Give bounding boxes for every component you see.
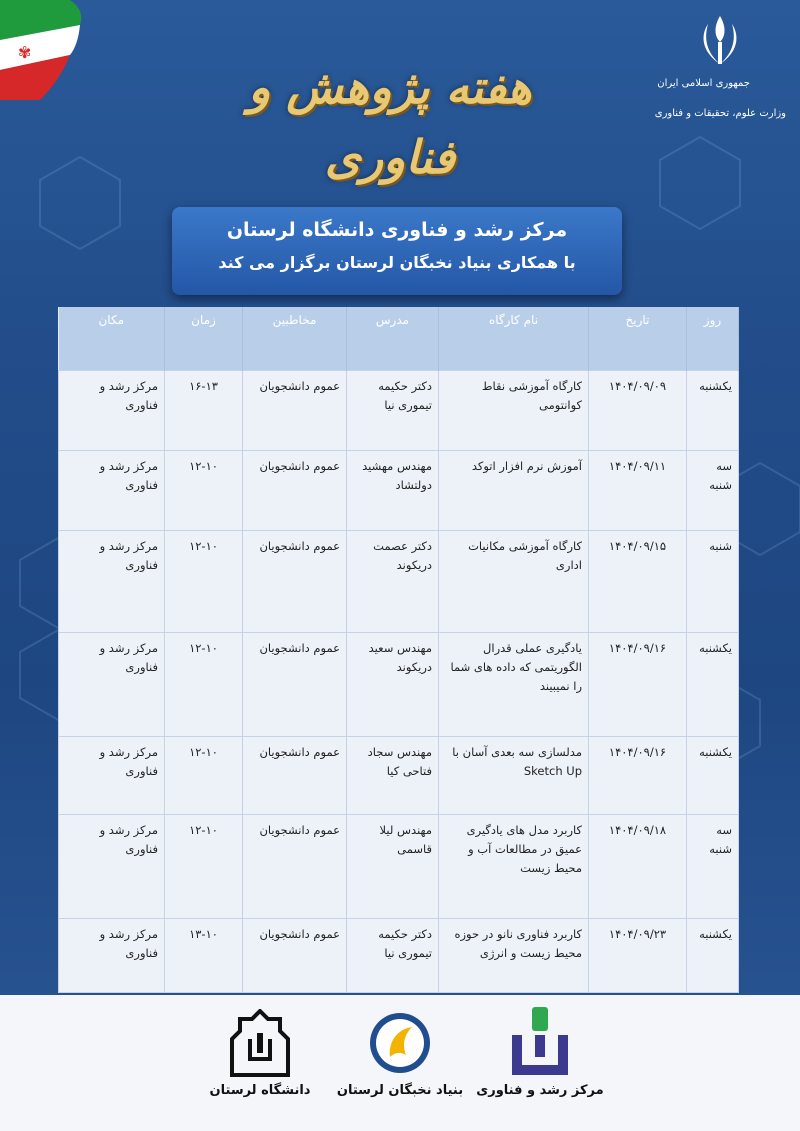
lorestan-university-icon [228, 1009, 292, 1079]
cell-location: مرکز رشد و فناوری [59, 737, 165, 815]
cell-location: مرکز رشد و فناوری [59, 815, 165, 919]
table-row [59, 737, 739, 815]
cell-location: مرکز رشد و فناوری [59, 919, 165, 993]
header-workshop: نام کارگاه [439, 307, 589, 371]
cell-instructor: مهندس لیلا قاسمی [347, 815, 439, 919]
growth-center-label: مرکز رشد و فناوری [476, 1083, 604, 1098]
cell-instructor: مهندس سعید دریکوند [347, 633, 439, 737]
header-instructor: مدرس [347, 307, 439, 371]
cell-day: یکشنبه [687, 737, 739, 815]
cell-workshop: کارگاه آموزشی مکانیات اداری [439, 531, 589, 633]
header-day: روز [687, 307, 739, 371]
header-time: زمان [165, 307, 243, 371]
cell-date: ۱۴۰۴/۰۹/۲۳ [589, 919, 687, 993]
cell-audience: عموم دانشجویان [243, 531, 347, 633]
cell-date: ۱۴۰۴/۰۹/۱۸ [589, 815, 687, 919]
cell-time: ۱۲-۱۰ [165, 737, 243, 815]
elites-foundation-icon [368, 1011, 432, 1075]
lorestan-university-label: دانشگاه لرستان [209, 1083, 311, 1098]
cell-date: ۱۴۰۴/۰۹/۱۶ [589, 633, 687, 737]
cell-workshop: کارگاه آموزشی نقاط کوانتومی [439, 371, 589, 451]
cell-time: ۱۳-۱۰ [165, 919, 243, 993]
cell-audience: عموم دانشجویان [243, 633, 347, 737]
cell-date: ۱۴۰۴/۰۹/۱۵ [589, 531, 687, 633]
cell-date: ۱۴۰۴/۰۹/۱۱ [589, 451, 687, 531]
cell-audience: عموم دانشجویان [243, 371, 347, 451]
cell-instructor: دکتر حکیمه تیموری نیا [347, 919, 439, 993]
header-audience: مخاطبین [243, 307, 347, 371]
table-row [59, 633, 739, 737]
cell-day: یکشنبه [687, 633, 739, 737]
cell-audience: عموم دانشجویان [243, 919, 347, 993]
cell-audience: عموم دانشجویان [243, 815, 347, 919]
elites-foundation-label: بنیاد نخبگان لرستان [336, 1083, 464, 1098]
cell-instructor: مهندس مهشید دولتشاد [347, 451, 439, 531]
table-row [59, 815, 739, 919]
cell-workshop: یادگیری عملی قدرال الگوریتمی که داده های شما را نمیبیند [439, 633, 589, 737]
cell-location: مرکز رشد و فناوری [59, 633, 165, 737]
organizer-banner [172, 207, 622, 295]
cell-instructor: دکتر عصمت دریکوند [347, 531, 439, 633]
cell-location: مرکز رشد و فناوری [59, 451, 165, 531]
cell-date: ۱۴۰۴/۰۹/۰۹ [589, 371, 687, 451]
cell-time: ۱۲-۱۰ [165, 633, 243, 737]
growth-center-icon [502, 1005, 578, 1081]
table-row [59, 451, 739, 531]
banner-title: مرکز رشد و فناوری دانشگاه لرستان [226, 219, 568, 241]
table-row [59, 919, 739, 993]
emblem-ministry-text: وزارت علوم، تحقیقات و فناوری [654, 108, 786, 119]
header-date: تاریخ [589, 307, 687, 371]
cell-workshop: کاربرد فناوری نانو در حوزه محیط زیست و انرژی [439, 919, 589, 993]
cell-instructor: مهندس سجاد فتاحی کیا [347, 737, 439, 815]
iran-emblem-icon [690, 12, 750, 72]
lorestan-university-logo [160, 1005, 360, 1115]
page-title: هفته پژوهش و فناوری [248, 60, 532, 184]
cell-instructor: دکتر حکیمه تیموری نیا [347, 371, 439, 451]
cell-location: مرکز رشد و فناوری [59, 371, 165, 451]
emblem-country-text: جمهوری اسلامی ایران [657, 78, 750, 89]
cell-day: یکشنبه [687, 919, 739, 993]
cell-workshop: مدلسازی سه بعدی آسان با Sketch Up [439, 737, 589, 815]
cell-day: سه شنبه [687, 451, 739, 531]
cell-location: مرکز رشد و فناوری [59, 531, 165, 633]
cell-time: ۱۲-۱۰ [165, 815, 243, 919]
header-location: مکان [59, 307, 165, 371]
table-row [59, 371, 739, 451]
cell-workshop: کاربرد مدل های یادگیری عمیق در مطالعات آب و محیط زیست [439, 815, 589, 919]
table-header-row [59, 307, 739, 371]
cell-day: یکشنبه [687, 371, 739, 451]
workshop-schedule-table [58, 307, 738, 985]
cell-audience: عموم دانشجویان [243, 737, 347, 815]
iran-flag-icon [0, 0, 120, 100]
cell-time: ۱۶-۱۳ [165, 371, 243, 451]
table-row [59, 531, 739, 633]
cell-day: سه شنبه [687, 815, 739, 919]
cell-time: ۱۲-۱۰ [165, 451, 243, 531]
cell-workshop: آموزش نرم افزار اتوکد [439, 451, 589, 531]
schedule-table [58, 307, 739, 993]
cell-audience: عموم دانشجویان [243, 451, 347, 531]
cell-date: ۱۴۰۴/۰۹/۱۶ [589, 737, 687, 815]
svg-text:✾: ✾ [18, 43, 32, 62]
cell-time: ۱۲-۱۰ [165, 531, 243, 633]
banner-subtitle: با همکاری بنیاد نخبگان لرستان برگزار می کند [218, 253, 576, 272]
cell-day: شنبه [687, 531, 739, 633]
ministry-emblem [640, 12, 790, 122]
